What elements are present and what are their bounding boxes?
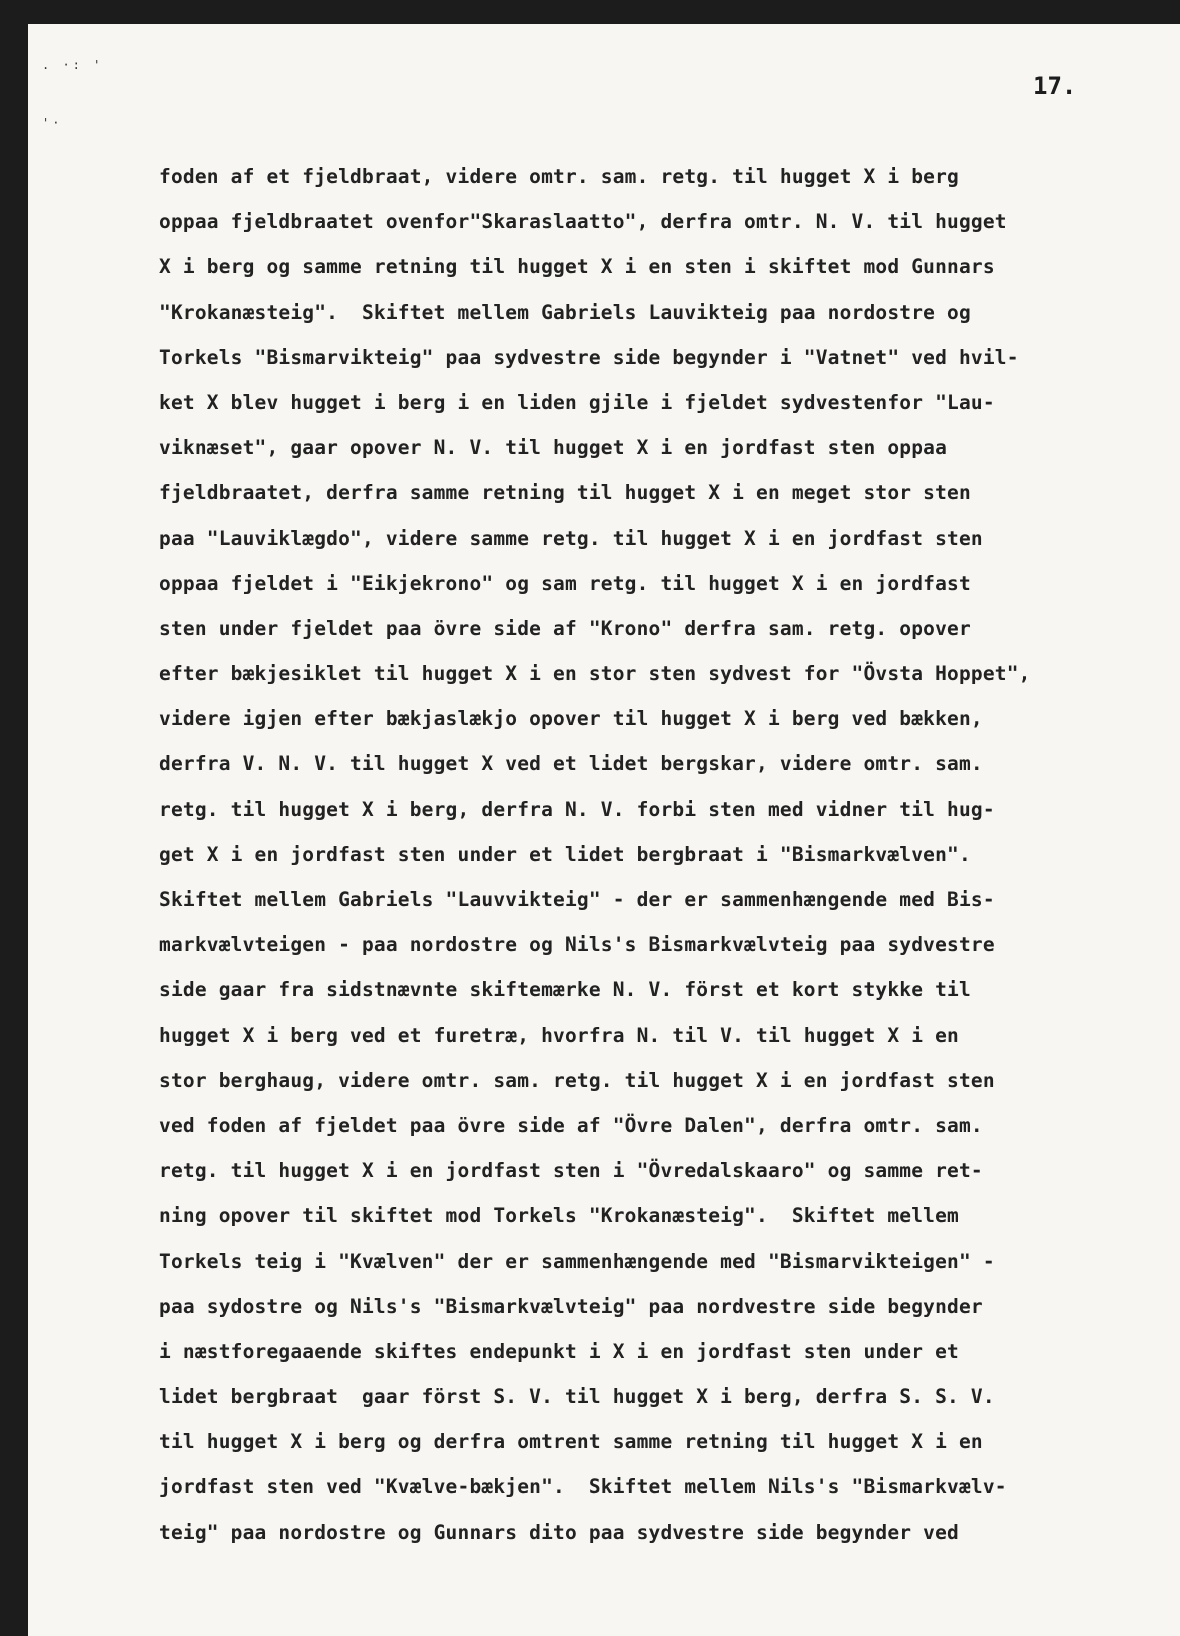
margin-mark: . ·: ': [42, 58, 104, 72]
text-line: Torkels "Bismarvikteig" paa sydvestre side begynder i "Vatnet" ved hvil-: [159, 345, 1019, 369]
text-line: i næstforegaaende skiftes endepunkt i X i en jordfast sten under et: [159, 1339, 959, 1363]
text-line: "Krokanæsteig". Skiftet mellem Gabriels Lauvikteig paa nordostre og: [159, 300, 971, 324]
text-line: til hugget X i berg og derfra omtrent samme retning til hugget X i en: [159, 1430, 983, 1454]
text-line: X i berg og samme retning til hugget X i en sten i skiftet mod Gunnars: [159, 255, 995, 279]
text-line: side gaar fra sidstnævnte skiftemærke N. V. först et kort stykke til: [159, 978, 971, 1002]
text-line: retg. til hugget X i en jordfast sten i "Övredalskaaro" og samme ret-: [159, 1159, 983, 1183]
text-line: ved foden af fjeldet paa övre side af "Övre Dalen", derfra omtr. sam.: [159, 1113, 983, 1137]
text-line: derfra V. N. V. til hugget X ved et lidet bergskar, videre omtr. sam.: [159, 752, 983, 776]
text-line: ning opover til skiftet mod Torkels "Krokanæsteig". Skiftet mellem: [159, 1204, 959, 1228]
margin-mark: '·: [42, 116, 63, 130]
text-line: foden af et fjeldbraat, videre omtr. sam. retg. til hugget X i berg: [159, 165, 959, 188]
page-number: 17.: [1033, 72, 1077, 100]
text-line: teig" paa nordostre og Gunnars dito paa sydvestre side begynder ved: [159, 1520, 959, 1544]
text-line: retg. til hugget X i berg, derfra N. V. forbi sten med vidner til hug-: [159, 797, 995, 821]
text-line: oppaa fjeldet i "Eikjekrono" og sam retg. til hugget X i en jordfast: [159, 571, 971, 595]
text-line: lidet bergbraat gaar först S. V. til hugget X i berg, derfra S. S. V.: [159, 1385, 995, 1409]
text-line: sten under fjeldet paa övre side af "Krono" derfra sam. retg. opover: [159, 616, 971, 640]
text-line: markvælvteigen - paa nordostre og Nils's Bismarkvælvteig paa sydvestre: [159, 933, 995, 957]
text-line: get X i en jordfast sten under et lidet bergbraat i "Bismarkvælven".: [159, 842, 971, 866]
text-line: efter bækjesiklet til hugget X i en stor sten sydvest for "Övsta Hoppet",: [159, 662, 1031, 686]
text-line: videre igjen efter bækjaslækjo opover til hugget X i berg ved bækken,: [159, 707, 983, 731]
text-line: oppaa fjeldbraatet ovenfor"Skaraslaatto", derfra omtr. N. V. til hugget: [159, 210, 1007, 234]
text-line: paa "Lauviklægdo", videre samme retg. til hugget X i en jordfast sten: [159, 526, 983, 550]
text-line: fjeldbraatet, derfra samme retning til hugget X i en meget stor sten: [159, 481, 971, 505]
text-line: paa sydostre og Nils's "Bismarkvælvteig" paa nordvestre side begynder: [159, 1294, 983, 1318]
text-line: jordfast sten ved "Kvælve-bækjen". Skiftet mellem Nils's "Bismarkvælv-: [159, 1475, 1007, 1499]
body-text: [159, 154, 1159, 1555]
text-line: ket X blev hugget i berg i en liden gjile i fjeldet sydvestenfor "Lau-: [159, 390, 995, 414]
text-line: Skiftet mellem Gabriels "Lauvvikteig" - der er sammenhængende med Bis-: [159, 888, 995, 911]
text-line: hugget X i berg ved et furetræ, hvorfra N. til V. til hugget X i en: [159, 1023, 959, 1047]
text-line: stor berghaug, videre omtr. sam. retg. til hugget X i en jordfast sten: [159, 1068, 995, 1092]
document-page: [28, 24, 1180, 1636]
text-line: Torkels teig i "Kvælven" der er sammenhængende med "Bismarvikteigen" -: [159, 1249, 995, 1273]
text-line: viknæset", gaar opover N. V. til hugget X i en jordfast sten oppaa: [159, 436, 948, 460]
